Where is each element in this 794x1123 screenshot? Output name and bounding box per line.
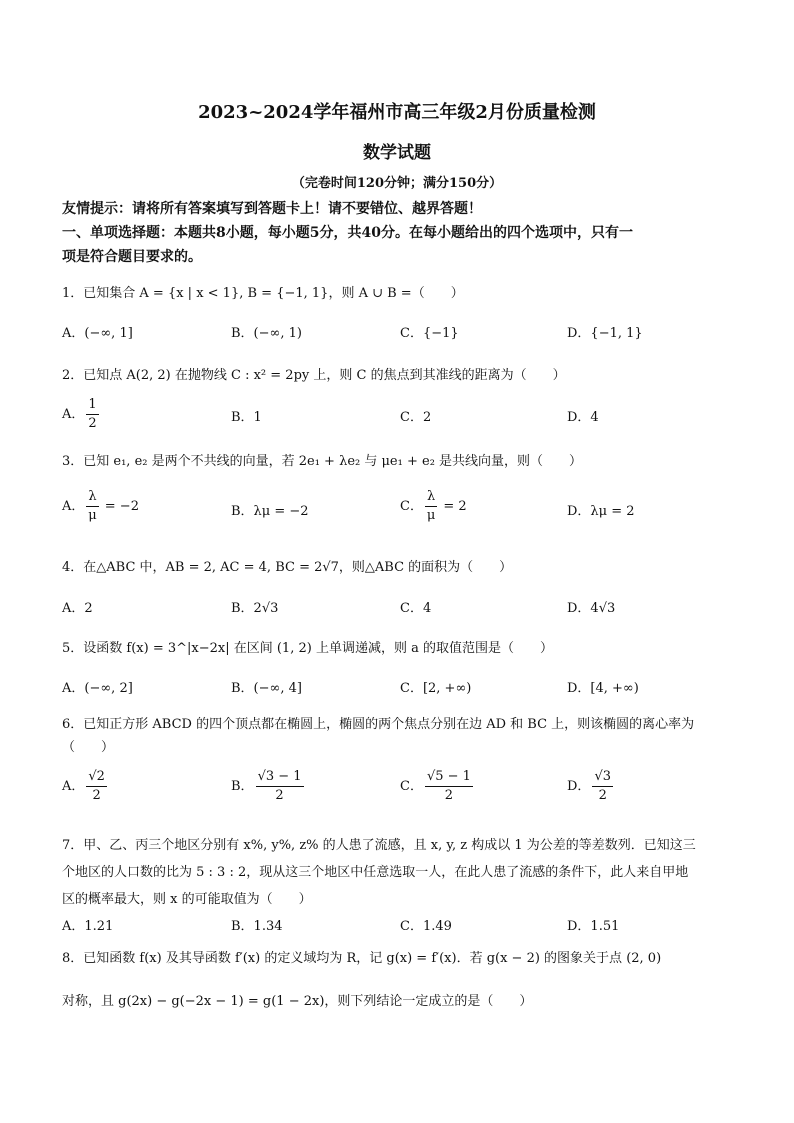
question-3-option-c: C． $\frac{\lambda}{\mu}$ = 2 (400, 489, 467, 523)
question-7-option-d: D．1.51 (567, 919, 620, 934)
question-5-stem: 5．设函数 f(x) = 3^|x−2x| 在区间 (1, 2) 上单调递减，则 a 的取值范围是（ ） (62, 641, 553, 656)
question-4-stem: 4．在△ABC 中，AB = 2, AC = 4, BC = 2√7，则△ABC 的面积为（ ） (62, 560, 513, 575)
question-3-stem: 3．已知 e₁, e₂ 是两个不共线的向量，若 2e₁ + λe₂ 与 μe₁ + e₂ 是共线向量，则（ ） (62, 454, 583, 469)
question-8-stem: 8．已知函数 f(x) 及其导函数 f′(x) 的定义域均为 R，记 g(x) = f′(x)．若 g(x − 2) 的图象关于点 (2, 0) (62, 951, 662, 966)
question-6-option-d: D． $\frac{√3}{2}$ (567, 769, 611, 803)
section-heading-line1: 一、单项选择题：本题共8小题，每小题5分，共40分。在每小题给出的四个选项中，只有一 (62, 225, 633, 241)
question-2-option-c: C．2 (400, 410, 432, 425)
question-4-option-d: D．4√3 (567, 601, 616, 616)
question-3-option-a: A． $\frac{\lambda}{\mu}$ = −2 (62, 489, 139, 523)
question-6-stem: 6．已知正方形 ABCD 的四个顶点都在椭圆上，椭圆的两个焦点分别在边 AD 和 BC 上，则该椭圆的离心率为 (62, 717, 695, 732)
question-7-stem-continued: 个地区的人口数的比为 5 : 3 : 2，现从这三个地区中任意选取一人，在此人患了流感的条件下，此人来自甲地 (62, 865, 689, 880)
question-6-option-a: A． $\frac{√2}{2}$ (62, 769, 105, 803)
exam-title: 2023~2024学年福州市高三年级2月份质量检测 (198, 102, 596, 123)
question-1-option-c: C．{−1} (400, 326, 459, 341)
question-2-stem: 2．已知点 A(2, 2) 在抛物线 C : x² = 2py 上，则 C 的焦点到其准线的距离为（ ） (62, 368, 566, 383)
question-5-option-d: D．[4, +∞) (567, 681, 639, 696)
question-3-option-d: D．λμ = 2 (567, 504, 635, 519)
question-8-stem-continued: 对称，且 g(2x) − g(−2x − 1) = g(1 − 2x)，则下列结论一定成立的是（ ） (62, 994, 533, 1009)
question-6-option-b: B． $\frac{√3 - 1}{2}$ (231, 769, 302, 803)
question-1-option-d: D．{−1, 1} (567, 326, 643, 341)
question-7-option-a: A．1.21 (62, 919, 114, 934)
question-4-option-b: B．2√3 (231, 601, 279, 616)
question-6-stem-continued: （ ） (62, 740, 115, 755)
question-1-option-a: A．(−∞, 1] (62, 326, 133, 341)
question-1-stem: 1．已知集合 A = {x | x < 1}, B = {−1, 1}，则 A ∪ B =（ ） (62, 286, 464, 301)
question-5-option-a: A．(−∞, 2] (62, 681, 133, 696)
question-7-stem: 7．甲、乙、丙三个地区分别有 x%, y%, z% 的人患了流感，且 x, y, z 构成以 1 为公差的等差数列．已知这三 (62, 838, 696, 853)
question-2-option-a: A． $\frac{1}{2}$ (62, 397, 97, 431)
question-2-option-b: B．1 (231, 410, 262, 425)
question-1-option-b: B．(−∞, 1) (231, 326, 302, 341)
question-7-option-b: B．1.34 (231, 919, 283, 934)
question-4-option-c: C．4 (400, 601, 432, 616)
question-5-option-b: B．(−∞, 4] (231, 681, 302, 696)
reminder: 友情提示：请将所有答案填写到答题卡上！请不要错位、越界答题！ (62, 201, 482, 217)
question-7-stem-last: 区的概率最大，则 x 的可能取值为（ ） (62, 892, 312, 907)
exam-subtitle: 数学试题 (363, 143, 431, 163)
question-3-option-b: B．λμ = −2 (231, 504, 309, 519)
question-5-option-c: C．[2, +∞) (400, 681, 472, 696)
question-4-option-a: A．2 (62, 601, 93, 616)
section-heading-line2: 项是符合题目要求的。 (62, 249, 202, 265)
question-2-option-d: D．4 (567, 410, 599, 425)
exam-info: （完卷时间120分钟；满分150分） (291, 176, 503, 191)
question-6-option-c: C． $\frac{√5 - 1}{2}$ (400, 769, 471, 803)
question-7-option-c: C．1.49 (400, 919, 452, 934)
